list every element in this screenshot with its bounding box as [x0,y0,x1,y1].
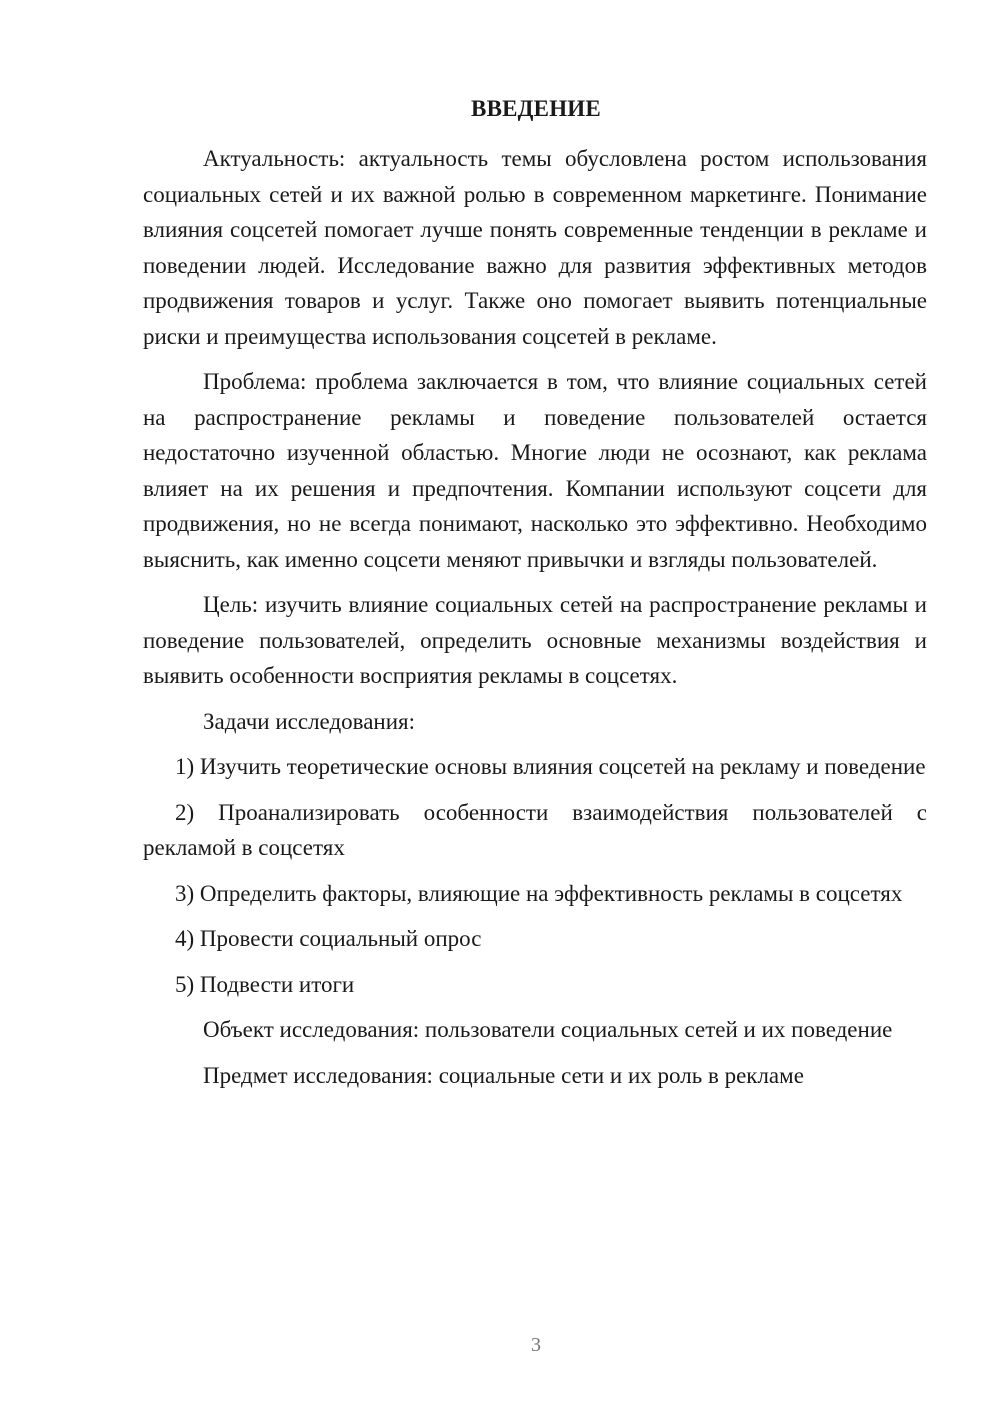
page-title: ВВЕДЕНИЕ [471,96,601,121]
document-body [143,141,927,1103]
page-number: 3 [531,1334,541,1356]
task-item-5: 5) Подвести итоги [175,971,355,997]
relevance-paragraph: Актуальность: актуальность темы обусловлена ростом использования социальных сетей и их важной ролью в современном маркетинге. Понимание влияния соцсетей помогает лучше понять современные тенденции в рекламе и поведении людей. Исследование важно для развития эффективных методов продвижения товаров и услуг. Также оно помогает выявить потенциальные риски и преимущества использования соцсетей в рекламе. [143,146,927,349]
task-item-4: 4) Провести социальный опрос [175,926,482,951]
tasks-title: Задачи исследования: [203,708,416,734]
task-item-2: 2) Проанализировать особенности взаимодействия пользователей с рекламой в соцсетях [143,799,927,860]
problem-paragraph: Проблема: проблема заключается в том, что влияние социальных сетей на распространение рекламы и поведение пользователей остается недостаточно изученной областью. Многие люди не осознают, как реклама влияет на их решения и предпочтения. Компании используют соцсети для продвижения, но не всегда понимают, насколько это эффективно. Необходимо выяснить, как именно соцсети меняют привычки и взгляды пользователей. [143,369,927,572]
task-item-3: 3) Определить факторы, влияющие на эффективность рекламы в соцсетях [175,880,903,906]
goal-paragraph: Цель: изучить влияние социальных сетей на распространение рекламы и поведение пользователей, определить основные механизмы воздействия и выявить особенности восприятия рекламы в соцсетях. [143,592,927,688]
object-paragraph: Объект исследования: пользователи социальных сетей и их поведение [203,1017,893,1042]
subject-paragraph: Предмет исследования: социальные сети и их роль в рекламе [203,1062,804,1088]
task-item-1: 1) Изучить теоретические основы влияния соцсетей на рекламу и поведение [175,754,926,779]
